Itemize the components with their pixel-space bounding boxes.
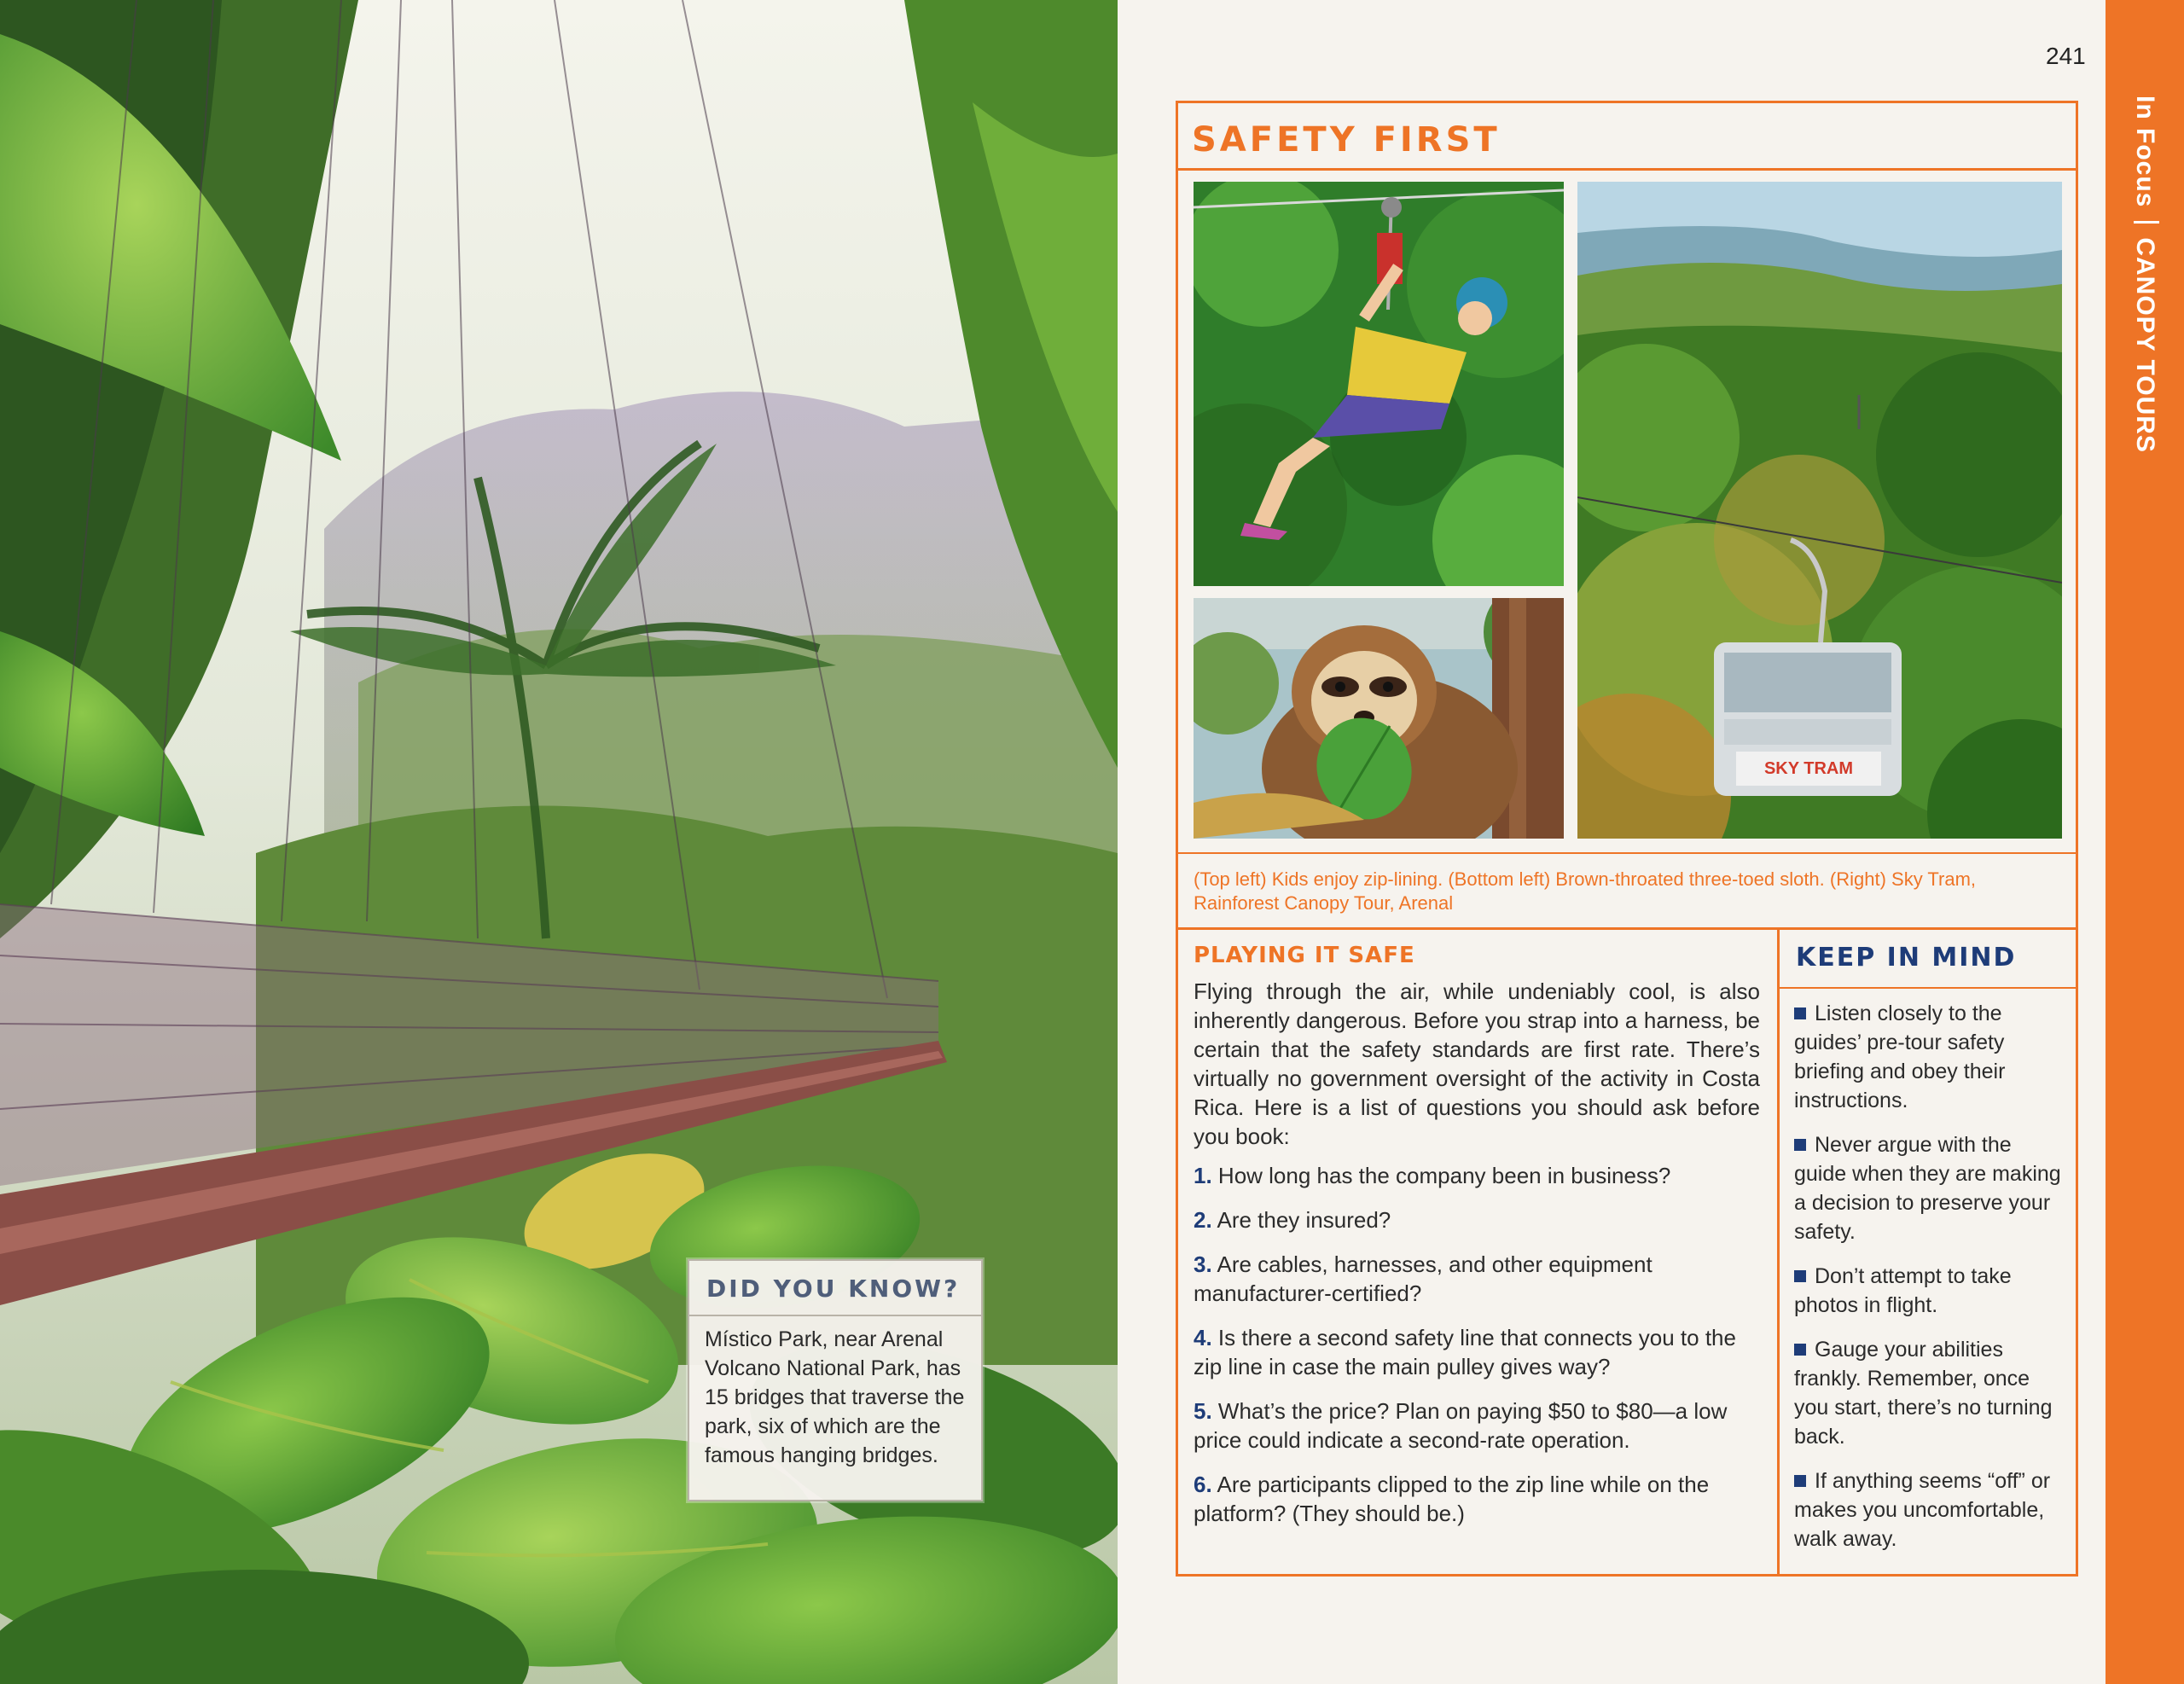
keep-in-mind-item [1794,999,2067,1115]
did-you-know-title: DID YOU KNOW? [689,1261,981,1316]
caption-divider-bottom [1178,927,2076,930]
question-item [1194,1250,1760,1308]
square-bullet-icon [1794,1139,1806,1151]
side-tab-topic: CANOPY TOURS [2131,237,2159,453]
square-bullet-icon [1794,1475,1806,1487]
keep-in-mind-text: Never argue with the guide when they are making a decision to preserve your safety. [1794,1133,2061,1244]
question-number: 5. [1194,1398,1212,1424]
question-number: 4. [1194,1325,1212,1350]
zipline-kid-photo [1194,182,1564,586]
side-tab-text [2130,96,2159,453]
did-you-know-box [688,1259,983,1501]
keep-in-mind-text: Gauge your abilities frankly. Remember, once you start, there’s no turning back. [1794,1338,2053,1449]
side-tab [2106,0,2184,1684]
question-item [1194,1161,1760,1190]
keep-in-mind-text: Listen closely to the guides’ pre-tour safety briefing and obey their instructions. [1794,1002,2006,1112]
question-text: Are they insured? [1217,1207,1391,1233]
question-item [1194,1323,1760,1381]
title-divider [1178,168,2076,171]
question-text: Are participants clipped to the zip line while on the platform? (They should be.) [1194,1472,1710,1526]
question-text: Are cables, harnesses, and other equipment manufacturer-certified? [1194,1251,1653,1306]
photo-caption: (Top left) Kids enjoy zip-lining. (Bottom left) Brown-throated three-toed sloth. (Right) Sky Tram, Rainforest Canopy Tour, Arenal [1194,868,1977,914]
keep-in-mind-text: Don’t attempt to take photos in flight. [1794,1264,2012,1317]
safety-first-title: SAFETY FIRST [1192,120,1501,160]
keep-in-mind-title: KEEP IN MIND [1796,943,2017,973]
keep-in-mind-item [1794,1335,2067,1451]
keep-in-mind-item [1794,1130,2067,1246]
square-bullet-icon [1794,1344,1806,1356]
sloth-photo [1194,598,1564,839]
side-tab-section: In Focus [2131,96,2159,208]
question-text: Is there a second safety line that connects you to the zip line in case the main pulley gives way? [1194,1325,1736,1379]
keep-in-mind-rule [1777,987,2078,989]
question-number: 2. [1194,1207,1212,1233]
safety-first-box [1176,101,2078,1577]
caption-divider-top [1178,852,2076,854]
side-tab-separator [2134,221,2159,224]
keep-in-mind-item [1794,1262,2067,1320]
playing-it-safe-intro: Flying through the air, while undeniably cool, is also inherently dangerous. Before you strap into a harness, be certain that the safety standards are first rate. There’s virtually no government oversight of the activity in Costa Rica. Here is a list of questions you should ask before you book: [1194,978,1760,1149]
square-bullet-icon [1794,1270,1806,1282]
sky-tram-photo [1577,182,2062,839]
page-number: 241 [2046,43,2086,69]
question-item [1194,1470,1760,1528]
question-number: 6. [1194,1472,1212,1497]
keep-in-mind-item [1794,1466,2067,1553]
keep-in-mind-text: If anything seems “off” or makes you uncomfortable, walk away. [1794,1469,2051,1551]
keep-in-mind-list [1794,999,2067,1569]
sky-tram-sign: SKY TRAM [1763,759,1854,778]
playing-it-safe-title: PLAYING IT SAFE [1194,943,1415,968]
question-item [1194,1397,1760,1455]
keep-in-mind-divider [1777,927,1780,1577]
square-bullet-icon [1794,1007,1806,1019]
question-item [1194,1205,1760,1234]
did-you-know-body: Místico Park, near Arenal Volcano National Park, has 15 bridges that traverse the park, six of which are the famous hanging bridges. [705,1327,965,1467]
question-text: How long has the company been in business? [1217,1163,1671,1188]
question-text: What’s the price? Plan on paying $50 to $80—a low price could indicate a second-rate operation. [1194,1398,1728,1453]
question-number: 1. [1194,1163,1212,1188]
questions-list [1194,1161,1760,1543]
question-number: 3. [1194,1251,1212,1277]
